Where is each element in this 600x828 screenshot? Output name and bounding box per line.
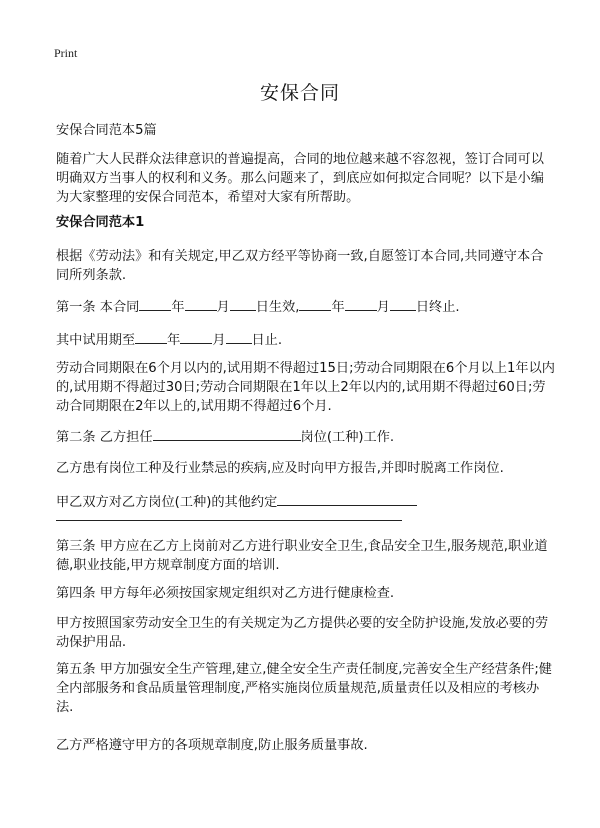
blank-other-terms-continued[interactable] <box>56 520 402 521</box>
label-day-effective: 日生效, <box>255 300 300 315</box>
section-heading: 安保合同范本1 <box>56 215 145 230</box>
label-month: 月 <box>376 300 390 315</box>
blank-trial-year[interactable] <box>135 329 167 344</box>
label-month: 月 <box>212 333 226 348</box>
blank-position[interactable] <box>153 426 301 441</box>
blank-end-day[interactable] <box>390 296 416 311</box>
trial-prefix: 其中试用期至 <box>56 333 136 348</box>
article-2-line <box>56 426 556 447</box>
article-1-prefix: 第一条 本合同 <box>56 300 140 315</box>
other-terms-line <box>56 491 556 512</box>
blank-trial-month[interactable] <box>180 329 212 344</box>
blank-end-year[interactable] <box>299 296 331 311</box>
article-4: 第四条 甲方每年必须按国家规定组织对乙方进行健康检查. <box>56 586 395 601</box>
label-month: 月 <box>216 300 230 315</box>
label-year: 年 <box>167 333 181 348</box>
article-1-line <box>56 296 556 317</box>
article-5: 第五条 甲方加强安全生产管理,建立,健全安全生产责任制度,完善安全生产经营条件;健全内部服务和食品质量管理制度,严格实施岗位质量规范,质量责任以及相应的考核办法. <box>56 662 552 715</box>
label-year: 年 <box>331 300 345 315</box>
blank-other-terms[interactable] <box>277 491 417 506</box>
blank-start-month[interactable] <box>185 296 217 311</box>
label-day-end: 日止. <box>251 333 283 348</box>
paragraph-rules: 乙方严格遵守甲方的各项规章制度,防止服务质量事故. <box>56 738 368 753</box>
article-3: 第三条 甲方应在乙方上岗前对乙方进行职业安全卫生,食品安全卫生,服务规范,职业道德,职业技能,甲方规章制度方面的培训. <box>56 539 548 573</box>
paragraph-protection: 甲方按照国家劳动安全卫生的有关规定为乙方提供必要的安全防护设施,发放必要的劳动保护用品. <box>56 616 549 650</box>
blank-end-month[interactable] <box>345 296 377 311</box>
print-link[interactable]: Print <box>54 46 78 60</box>
paragraph-law-basis: 根据《劳动法》和有关规定,甲乙双方经平等协商一致,自愿签订本合同,共同遵守本合同所列条款. <box>56 249 544 283</box>
article-2-suffix: 岗位(工种)工作. <box>300 430 395 445</box>
blank-trial-day[interactable] <box>226 329 252 344</box>
label-day-terminate: 日终止. <box>415 300 460 315</box>
intro-paragraph: 随着广大人民群众法律意识的普遍提高，合同的地位越来越不容忽视，签订合同可以明确双方当事人的权利和义务。那么问题来了，到底应如何拟定合同呢？以下是小编为大家整理的安保合同范本，希望对大家有所帮助。 <box>56 152 544 205</box>
document-title: 安保合同 <box>259 82 340 104</box>
document-subtitle: 安保合同范本5篇 <box>56 123 157 138</box>
paragraph-trial-rules: 劳动合同期限在6个月以内的,试用期不得超过15日;劳动合同期限在6个月以上1年以内的,试用期不得超过30日;劳动合同期限在1年以上2年以内的,试用期不得超过60日;劳动合同期限在2年以上的,试用期不得超过6个月. <box>56 361 555 414</box>
blank-start-year[interactable] <box>139 296 171 311</box>
blank-start-day[interactable] <box>230 296 256 311</box>
other-terms-label: 甲乙双方对乙方岗位(工种)的其他约定 <box>56 495 278 510</box>
label-year: 年 <box>171 300 185 315</box>
paragraph-disease: 乙方患有岗位工种及行业禁忌的疾病,应及时向甲方报告,并即时脱离工作岗位. <box>56 461 504 476</box>
article-2-prefix: 第二条 乙方担任 <box>56 430 153 445</box>
trial-period-line <box>56 329 556 350</box>
